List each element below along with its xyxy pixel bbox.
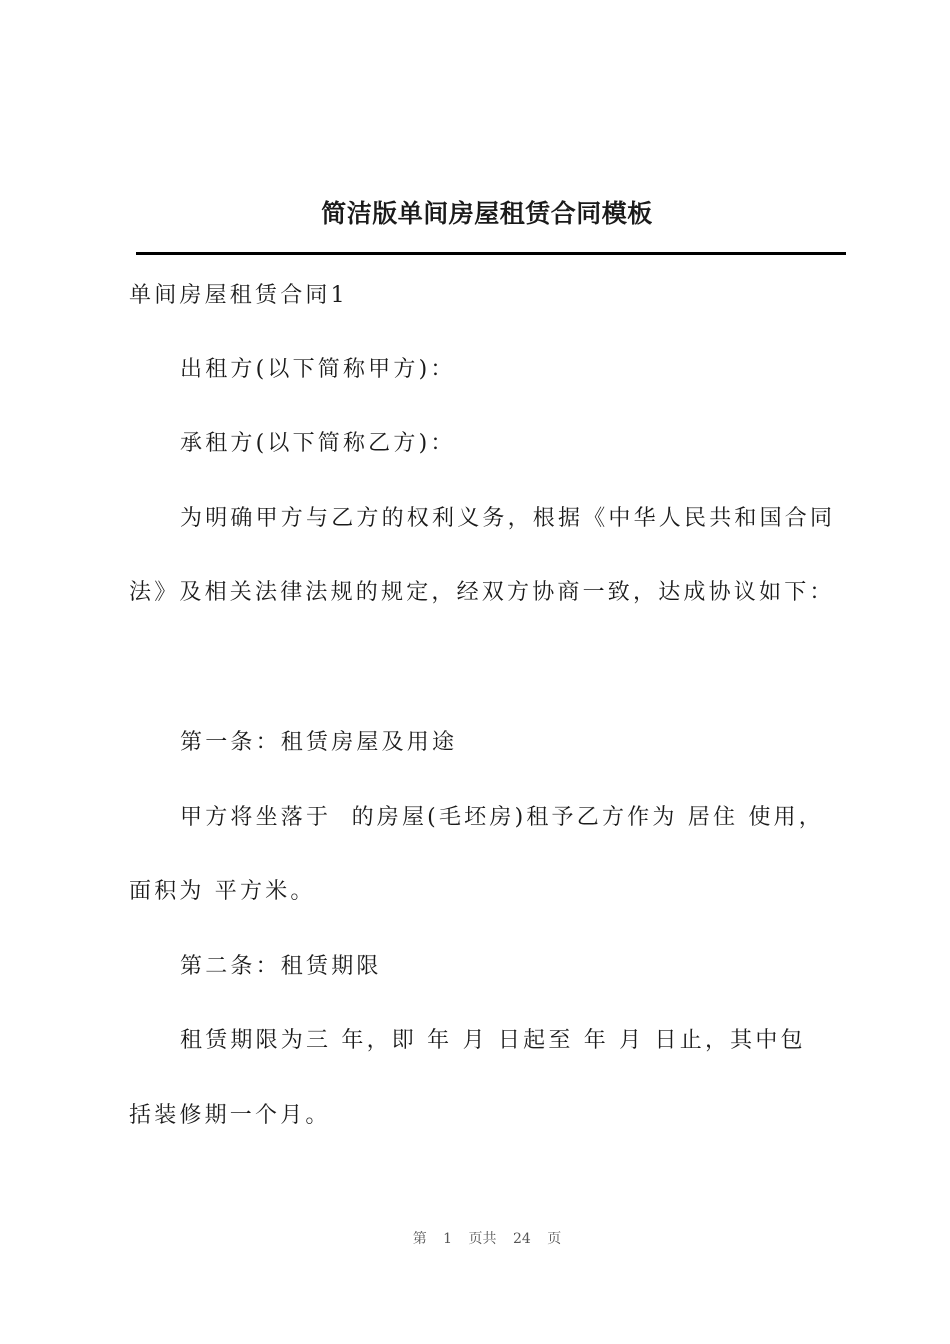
article-1-heading: 第一条：租赁房屋及用途 bbox=[180, 730, 458, 755]
article-1-text-line-2: 面积为 平方米。 bbox=[129, 879, 316, 904]
footer-suffix: 页 bbox=[547, 1231, 562, 1247]
article-2-heading: 第二条：租赁期限 bbox=[180, 954, 382, 979]
footer-current-page: 1 bbox=[443, 1231, 453, 1247]
intro-paragraph-line-1: 为明确甲方与乙方的权利义务，根据《中华人民共和国合同 bbox=[180, 506, 836, 531]
footer-prefix: 第 bbox=[412, 1231, 427, 1247]
contract-heading: 单间房屋租赁合同1 bbox=[129, 283, 348, 308]
article-2-text-line-1: 租赁期限为三 年，即 年 月 日起至 年 月 日止，其中包 bbox=[180, 1028, 806, 1053]
document-title: 简洁版单间房屋租赁合同模板 bbox=[321, 199, 653, 228]
lessor-line: 出租方(以下简称甲方)： bbox=[180, 357, 456, 382]
lessee-line: 承租方(以下简称乙方)： bbox=[180, 431, 456, 456]
intro-paragraph-line-2: 法》及相关法律法规的规定，经双方协商一致，达成协议如下： bbox=[129, 580, 835, 605]
footer-mid: 页共 bbox=[468, 1231, 497, 1247]
article-1-text-line-1: 甲方将坐落于 的房屋(毛坯房)租予乙方作为 居住 使用， bbox=[180, 805, 824, 830]
footer-total-pages: 24 bbox=[513, 1231, 531, 1247]
page-footer bbox=[0, 1229, 950, 1249]
article-2-text-line-2: 括装修期一个月。 bbox=[129, 1103, 331, 1128]
title-divider bbox=[136, 252, 846, 255]
